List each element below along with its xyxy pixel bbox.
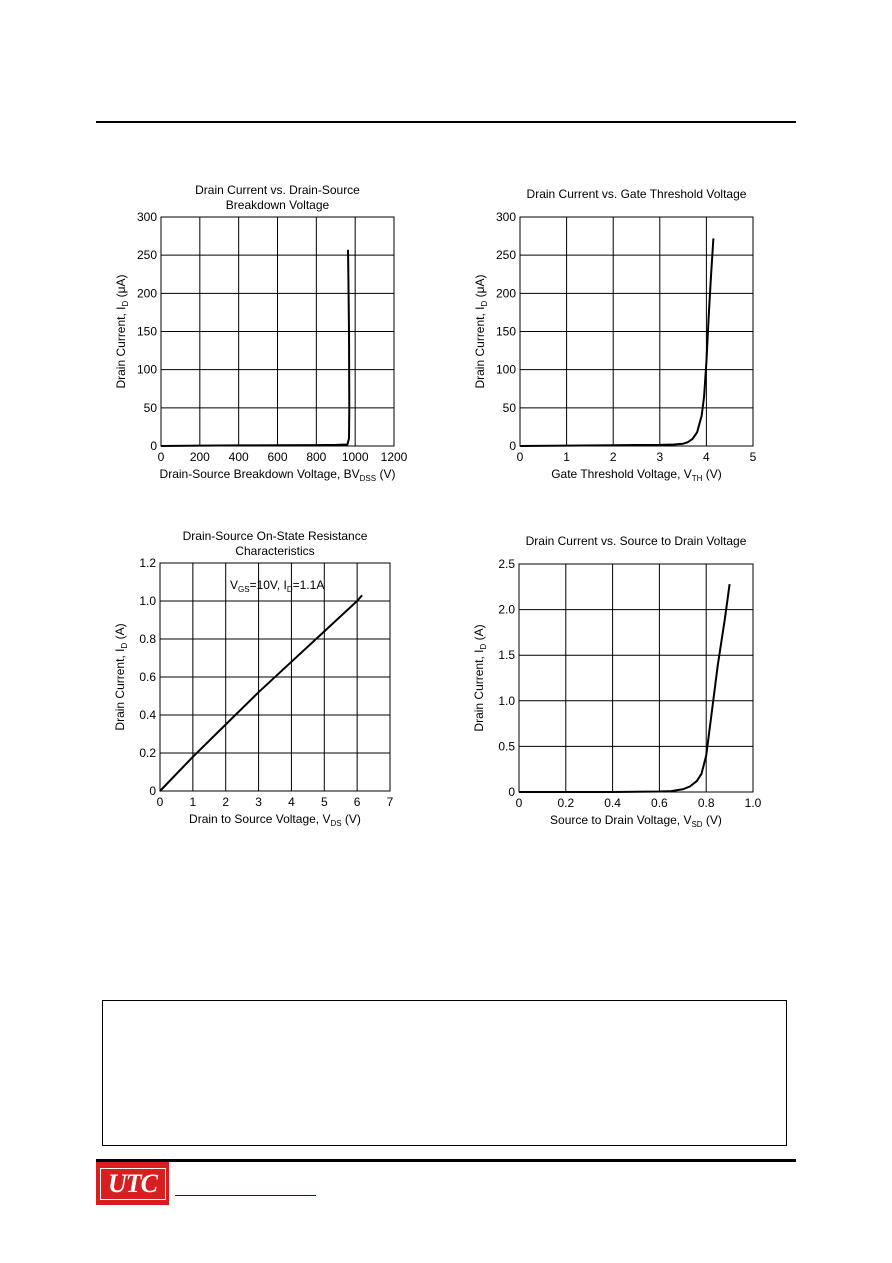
y-tick-label: 0.6: [139, 670, 156, 684]
x-axis-label: Source to Drain Voltage, $V_{SD}$ (V): [550, 813, 722, 829]
y-axis-label: Drain Current, $I_D$ (A): [472, 624, 488, 732]
y-tick-label: 1.2: [139, 556, 156, 570]
y-axis-label: Drain Current, $I_D$ (A): [113, 623, 129, 731]
x-tick-label: 2: [609, 450, 617, 464]
data-series-line: [519, 584, 730, 792]
y-tick-label: 1.5: [498, 648, 515, 663]
y-tick-label: 50: [143, 400, 157, 415]
website-link-underline[interactable]: [175, 1195, 316, 1196]
chart-1: [114, 183, 408, 483]
y-tick-label: 0: [149, 784, 156, 798]
utc-logo: [96, 1162, 169, 1205]
y-tick-label: 2.0: [498, 602, 515, 617]
y-tick-label: 0.2: [139, 746, 156, 760]
x-tick-label: 3: [656, 450, 664, 464]
y-tick-label: 1.0: [139, 594, 156, 608]
x-tick-label: 0.6: [651, 796, 668, 810]
x-tick-label: 200: [189, 450, 210, 464]
x-tick-label: 7: [386, 795, 394, 809]
x-tick-label: 6: [353, 795, 361, 809]
x-tick-label: 800: [306, 450, 327, 464]
chart-title: Drain Current vs. Gate Threshold Voltage: [526, 187, 747, 201]
x-tick-label: 0.2: [557, 796, 575, 810]
y-tick-label: 0.4: [139, 708, 156, 722]
x-tick-label: 5: [749, 450, 757, 464]
x-tick-label: 1: [189, 795, 197, 809]
note-box: [102, 1000, 787, 1146]
chart-4: [472, 534, 762, 829]
x-tick-label: 0.4: [604, 796, 621, 810]
y-tick-label: 150: [136, 324, 157, 339]
x-tick-label: 4: [288, 795, 295, 809]
chart-3: [113, 529, 394, 828]
x-axis-label: Drain-Source Breakdown Voltage, $BV_{DSS}$ (V): [159, 467, 396, 483]
x-tick-label: 5: [320, 795, 328, 809]
x-tick-label: 0: [515, 796, 523, 810]
y-tick-label: 1.0: [498, 693, 515, 708]
x-tick-label: 0: [156, 795, 164, 809]
y-tick-label: 300: [495, 210, 516, 224]
data-series-line: [160, 595, 362, 791]
chart-title: Drain Current vs. Source to Drain Voltage: [525, 534, 747, 548]
chart-annotation: $V_{GS}=10V$, $I_D=1.1A$: [230, 578, 325, 594]
x-tick-label: 0.8: [697, 796, 715, 810]
y-tick-label: 300: [136, 210, 157, 224]
data-series-line: [520, 238, 713, 446]
x-tick-label: 2: [222, 795, 230, 809]
plot-frame: [519, 564, 753, 792]
y-tick-label: 2.5: [498, 557, 515, 571]
y-tick-label: 0.8: [139, 632, 156, 646]
y-tick-label: 0: [150, 439, 157, 453]
footer-rule: [96, 1159, 796, 1162]
y-tick-label: 200: [495, 286, 516, 301]
x-tick-label: 600: [267, 450, 288, 464]
y-axis-label: Drain Current, $I_D$ (μA): [473, 274, 489, 389]
y-tick-label: 50: [502, 400, 516, 415]
x-tick-label: 1.0: [744, 796, 762, 810]
y-tick-label: 200: [136, 286, 157, 301]
x-tick-label: 4: [703, 450, 710, 464]
chart-title: Breakdown Voltage: [225, 198, 330, 212]
utc-logo-text: UTC: [100, 1168, 166, 1200]
y-tick-label: 0: [509, 439, 516, 453]
y-tick-label: 250: [495, 248, 516, 263]
x-tick-label: 1200: [380, 450, 408, 464]
data-series-line: [161, 250, 349, 446]
x-tick-label: 0: [157, 450, 165, 464]
y-tick-label: 100: [136, 362, 157, 377]
x-axis-label: Drain to Source Voltage, $V_{DS}$ (V): [189, 812, 361, 828]
x-tick-label: 1: [563, 450, 570, 464]
x-axis-label: Gate Threshold Voltage, $V_{TH}$ (V): [551, 467, 722, 483]
x-tick-label: 1000: [341, 450, 369, 464]
y-tick-label: 250: [136, 248, 157, 263]
y-tick-label: 0.5: [498, 739, 515, 754]
x-tick-label: 0: [516, 450, 524, 464]
chart-title: Characteristics: [235, 544, 315, 558]
chart-title: Drain-Source On-State Resistance: [182, 529, 368, 543]
y-axis-label: Drain Current, $I_D$ (μA): [114, 274, 130, 389]
y-tick-label: 0: [508, 785, 515, 799]
x-tick-label: 3: [255, 795, 262, 809]
chart-title: Drain Current vs. Drain-Source: [195, 183, 360, 197]
x-tick-label: 400: [228, 450, 249, 464]
y-tick-label: 150: [495, 324, 516, 339]
y-tick-label: 100: [495, 362, 516, 377]
chart-2: [473, 187, 757, 483]
